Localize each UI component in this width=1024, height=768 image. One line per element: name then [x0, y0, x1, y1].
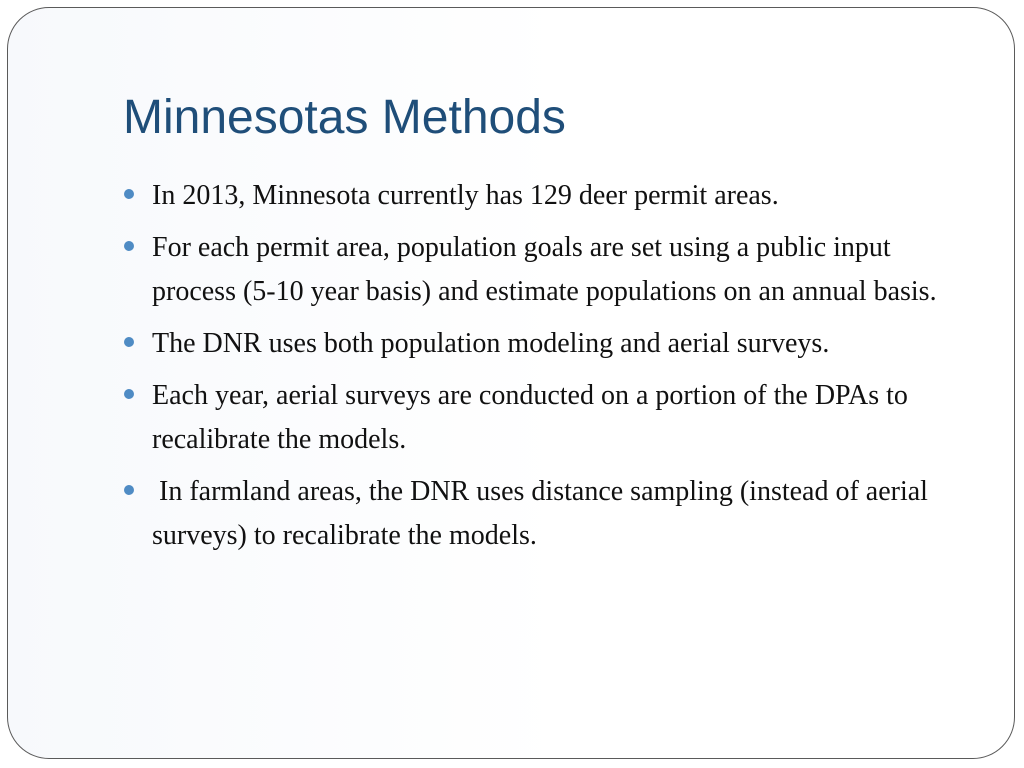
bullet-text: The DNR uses both population modeling and aerial surveys.	[152, 328, 830, 359]
bullet-list	[122, 174, 962, 566]
bullet-item	[122, 226, 962, 314]
bullet-item	[122, 374, 962, 462]
slide-title: Minnesotas Methods	[123, 91, 566, 144]
bullet-text: In farmland areas, the DNR uses distance sampling (instead of aerial surveys) to recalibrate the models.	[152, 476, 935, 551]
bullet-dot-icon	[124, 485, 134, 495]
bullet-text: For each permit area, population goals are set using a public input process (5-10 year basis) and estimate populations on an annual basis.	[152, 232, 937, 307]
bullet-item	[122, 322, 962, 366]
slide-frame	[7, 7, 1015, 759]
bullet-dot-icon	[124, 241, 134, 251]
bullet-item	[122, 470, 962, 558]
bullet-dot-icon	[124, 389, 134, 399]
bullet-dot-icon	[124, 189, 134, 199]
bullet-text: In 2013, Minnesota currently has 129 deer permit areas.	[152, 180, 779, 211]
bullet-dot-icon	[124, 337, 134, 347]
bullet-text: Each year, aerial surveys are conducted on a portion of the DPAs to recalibrate the models.	[152, 380, 908, 455]
bullet-item	[122, 174, 962, 218]
